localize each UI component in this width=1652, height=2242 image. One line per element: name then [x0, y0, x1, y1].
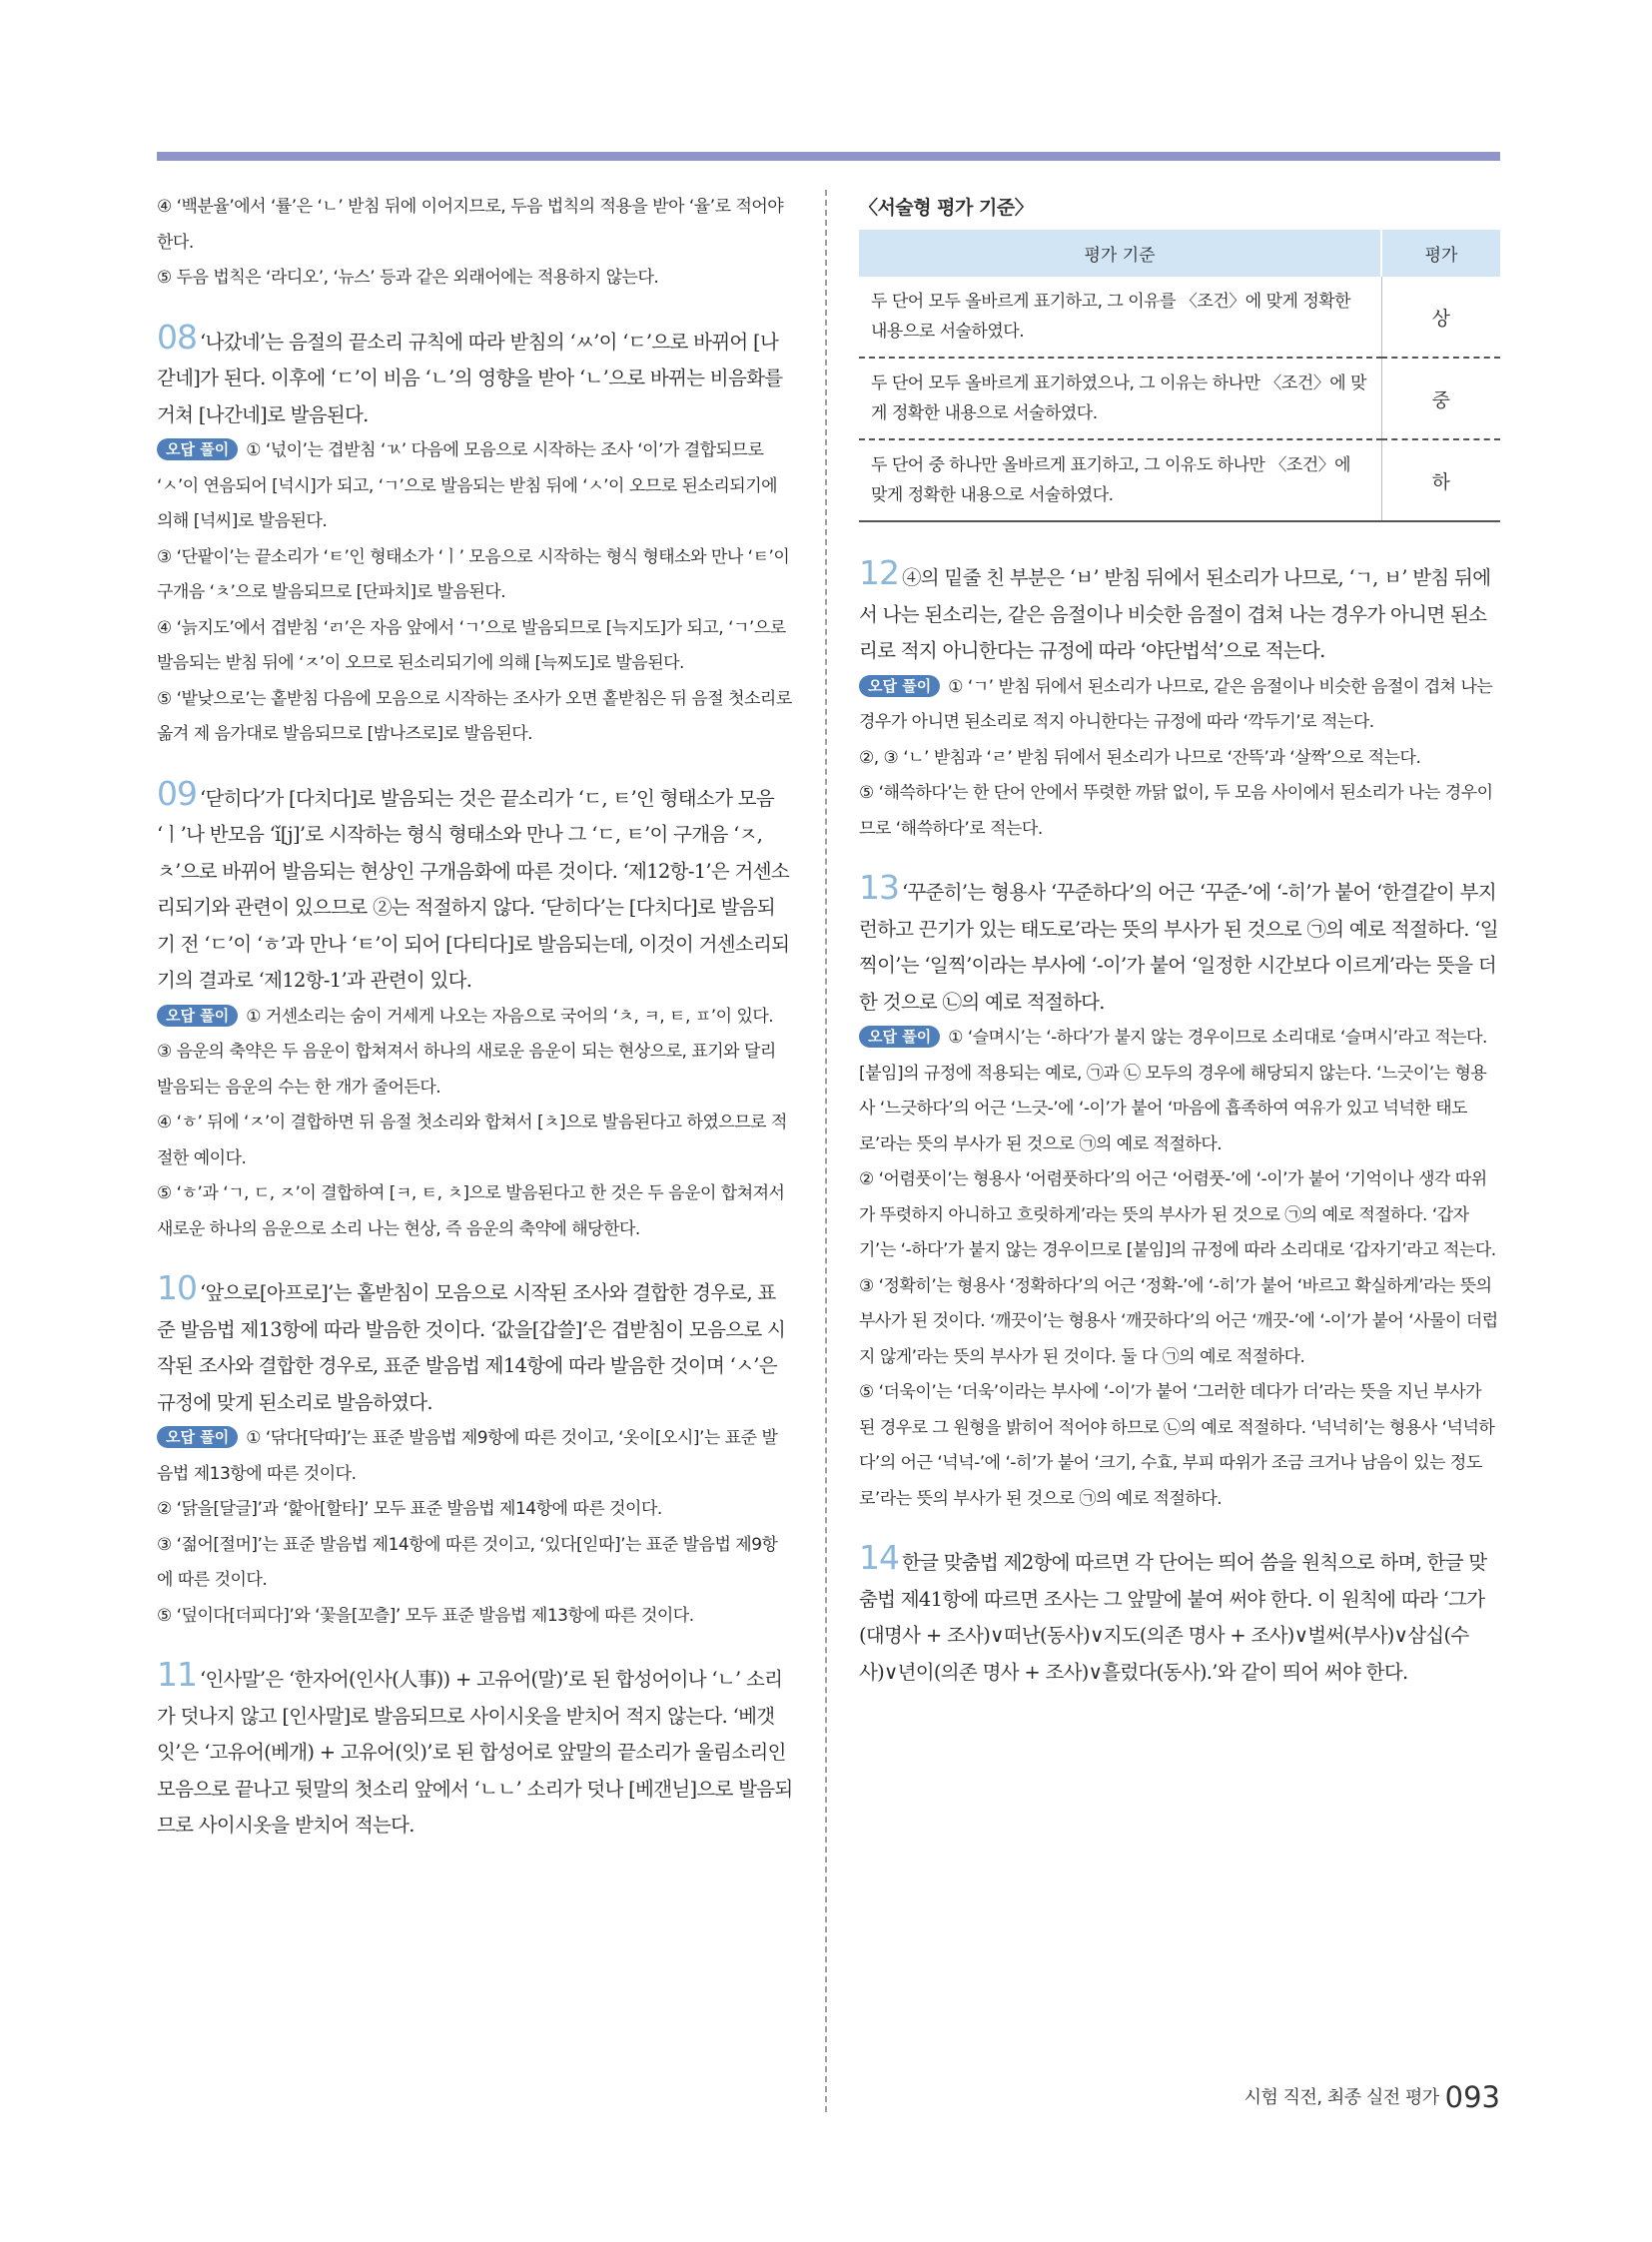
- explanation-text: ‘인사말’은 ‘한자어(인사(人事)) + 고유어(말)’로 된 합성어이나 ‘ㄴ’ 소리가 덧나지 않고 [인사말]로 발음되므로 사이시옷을 받치어 적지 않는다. ‘베갯잇’은 ‘고유어(베개) + 고유어(잇)’로 된 합성어로 앞말의 끝소리가 울림소리인 모음으로 끝나고 뒷말의 첫소리 앞에서 ‘ㄴㄴ’ 소리가 덧나 [베갠닏]으로 발음되므로 사이시옷을 받치어 적는다.: [157, 1668, 793, 1837]
- question-number: 14: [859, 1538, 899, 1577]
- question-number: 11: [157, 1655, 197, 1694]
- explanation-text: ‘닫히다’가 [다치다]로 발음되는 것은 끝소리가 ‘ㄷ, ㅌ’인 형태소가 모음 ‘ㅣ’나 반모음 ‘ǐ[j]’로 시작하는 형식 형태소와 만나 그 ‘ㄷ, ㅌ’이 구개음 ‘ㅈ, ㅊ’으로 바뀌어 발음되는 현상인 구개음화에 따른 것이다. ‘제12항-1’은 거센소리되기와 관련이 있으므로 ②는 적절하지 않다. ‘닫히다’는 [다치다]로 발음되기 전 ‘ㄷ’이 ‘ㅎ’과 만나 ‘ㅌ’이 되어 [다티다]로 발음되는데, 이것이 거센소리되기의 결과로 ‘제12항-1’과 관련이 있다.: [157, 786, 790, 992]
- question-14: [859, 1538, 1500, 1691]
- answer-item: ③ ‘단팥이’는 끝소리가 ‘ㅌ’인 형태소가 ‘ㅣ’ 모음으로 시작하는 형식 형태소와 만나 ‘ㅌ’이 구개음 ‘ㅊ’으로 발음되므로 [단파치]로 발음된다.: [157, 546, 790, 602]
- rubric-criteria: 두 단어 모두 올바르게 표기하고, 그 이유를 〈조건〉에 맞게 정확한 내용으로 서술하였다.: [859, 277, 1381, 358]
- answer-item: ③ 음운의 축약은 두 음운이 합쳐져서 하나의 새로운 음운이 되는 현상으로, 표기와 달리 발음되는 음운의 수는 한 개가 줄어든다.: [157, 1042, 776, 1098]
- question-10: [157, 1268, 793, 1634]
- answer-item: ④ ‘백분율’에서 ‘률’은 ‘ㄴ’ 받침 뒤에 이어지므로, 두음 법칙의 적용을 받아 ‘율’로 적어야 한다.: [157, 197, 784, 253]
- answer-item: ② ‘닭을[달글]’과 ‘핥아[할타]’ 모두 표준 발음법 제14항에 따른 것이다.: [157, 1499, 662, 1519]
- answer-item: ① ‘닦다[닥따]’는 표준 발음법 제9항에 따른 것이고, ‘옷이[오시]’는 표준 발음법 제13항에 따른 것이다.: [157, 1428, 778, 1484]
- question-13: [859, 868, 1500, 1517]
- question-number: 08: [157, 317, 197, 357]
- answer-item: ③ ‘젊어[절머]’는 표준 발음법 제14항에 따른 것이고, ‘있다[읻따]’는 표준 발음법 제9항에 따른 것이다.: [157, 1534, 778, 1590]
- top-accent-bar: [157, 152, 1500, 161]
- answer-item: ① ‘넋이’는 겹받침 ‘ㄳ’ 다음에 모음으로 시작하는 조사 ‘이’가 결합되므로 ‘ㅅ’이 연음되어 [넉시]가 되고, ‘ㄱ’으로 발음되는 받침 뒤에 ‘ㅅ’이 오므로 된소리되기에 의해 [넉씨]로 발음된다.: [157, 440, 778, 531]
- rubric-criteria: 두 단어 중 하나만 올바르게 표기하고, 그 이유도 하나만 〈조건〉에 맞게 정확한 내용으로 서술하였다.: [859, 439, 1381, 521]
- answer-item: ⑤ ‘더욱이’는 ‘더욱’이라는 부사에 ‘-이’가 붙어 ‘그러한 데다가 더’라는 뜻을 지닌 부사가 된 경우로 그 원형을 밝히어 적어야 하므로 ㉡의 예로 적절하다. ‘넉넉히’는 형용사 ‘넉넉하다’의 어근 ‘넉넉-’에 ‘-히’가 붙어 ‘크기, 수효, 부피 따위가 조금 크거나 남음이 있는 정도로’라는 뜻의 부사가 된 것으로 ㉠의 예로 적절하다.: [859, 1382, 1495, 1509]
- question-09: [157, 773, 793, 1248]
- answer-item: ③ ‘정확히’는 형용사 ‘정확하다’의 어근 ‘정확-’에 ‘-히’가 붙어 ‘바르고 확실하게’라는 뜻의 부사가 된 것이다. ‘깨끗이’는 형용사 ‘깨끗하다’의 어근 ‘깨끗-’에 ‘-이’가 붙어 ‘사물이 더럽지 않게’라는 뜻의 부사가 된 것이다. 둘 다 ㉠의 예로 적절하다.: [859, 1275, 1498, 1367]
- question-08: [157, 317, 793, 753]
- question-number: 09: [157, 773, 197, 813]
- wrong-answer-badge: 오답 풀이: [859, 675, 940, 697]
- question-11: [157, 1655, 793, 1845]
- answer-item: ④ ‘늙지도’에서 겹받침 ‘ㄺ’은 자음 앞에서 ‘ㄱ’으로 발음되므로 [늑지도]가 되고, ‘ㄱ’으로 발음되는 받침 뒤에 ‘ㅈ’이 오므로 된소리되기에 의해 [늑찌도]로 발음된다.: [157, 617, 786, 673]
- answer-item: ④ ‘ㅎ’ 뒤에 ‘ㅈ’이 결합하면 뒤 음절 첫소리와 합쳐서 [ㅊ]으로 발음된다고 하였으므로 적절한 예이다.: [157, 1113, 787, 1168]
- table-row: [859, 358, 1500, 439]
- answer-item: ⑤ ‘덮이다[더피다]’와 ‘꽃을[꼬츨]’ 모두 표준 발음법 제13항에 따른 것이다.: [157, 1605, 694, 1626]
- wrong-answer-badge: 오답 풀이: [859, 1026, 940, 1048]
- answer-item: ① 거센소리는 숨이 거세게 나오는 자음으로 국어의 ‘ㅊ, ㅋ, ㅌ, ㅍ’이 있다.: [246, 1006, 774, 1027]
- answer-item: ⑤ ‘밭낮으로’는 홑받침 다음에 모음으로 시작하는 조사가 오면 홑받침은 뒤 음절 첫소리로 옮겨 제 음가대로 발음되므로 [밤나즈로]로 발음된다.: [157, 688, 792, 744]
- rubric-grade: 상: [1431, 307, 1450, 330]
- question-12: [859, 553, 1500, 847]
- rubric-table: [859, 230, 1500, 522]
- rubric-title: 〈서술형 평가 기준〉: [859, 197, 1034, 219]
- rubric-grade: 중: [1431, 388, 1450, 411]
- explanation-text: ④의 밑줄 친 부분은 ‘ㅂ’ 받침 뒤에서 된소리가 나므로, ‘ㄱ, ㅂ’ 받침 뒤에서 나는 된소리는, 같은 음절이나 비슷한 음절이 겹쳐 나는 경우가 아니면 된소리로 적지 아니한다는 규정에 따라 ‘야단법석’으로 적는다.: [859, 566, 1491, 662]
- page-number: 093: [1444, 2080, 1500, 2114]
- rubric-criteria: 두 단어 모두 올바르게 표기하였으나, 그 이유는 하나만 〈조건〉에 맞게 정확한 내용으로 서술하였다.: [859, 358, 1381, 439]
- explanation-text: ‘나갔네’는 음절의 끝소리 규칙에 따라 받침의 ‘ㅆ’이 ‘ㄷ’으로 바뀌어 [나갇네]가 된다. 이후에 ‘ㄷ’이 비음 ‘ㄴ’의 영향을 받아 ‘ㄴ’으로 바뀌는 비음화를 거쳐 [나간네]로 발음된다.: [157, 330, 783, 426]
- wrong-answer-badge: 오답 풀이: [157, 1005, 238, 1027]
- rubric: [859, 190, 1500, 522]
- page-footer: [1244, 2080, 1500, 2114]
- wrong-answer-badge: 오답 풀이: [157, 1426, 238, 1448]
- rubric-header-grade: 평가: [1381, 230, 1500, 277]
- right-column: [859, 190, 1500, 1691]
- table-row: [859, 277, 1500, 358]
- left-column: [157, 190, 793, 1845]
- column-divider: [825, 190, 827, 2112]
- question-number: 10: [157, 1268, 197, 1307]
- footer-section-title: 시험 직전, 최종 실전 평가: [1243, 2087, 1439, 2108]
- answer-item: ② ‘어렴풋이’는 형용사 ‘어렴풋하다’의 어근 ‘어렴풋-’에 ‘-이’가 붙어 ‘기억이나 생각 따위가 뚜렷하지 아니하고 흐릿하게’라는 뜻의 부사가 된 것으로 ㉠의 예로 적절하다. ‘갑자기’는 ‘-하다’가 붙지 않는 경우이므로 [붙임]의 규정에 따라 소리대로 ‘갑자기’라고 적는다.: [859, 1169, 1496, 1260]
- answer-item: ⑤ 두음 법칙은 ‘라디오’, ‘뉴스’ 등과 같은 외래어에는 적용하지 않는다.: [157, 268, 659, 288]
- answer-item: ① ‘ㄱ’ 받침 뒤에서 된소리가 나므로, 같은 음절이나 비슷한 음절이 겹쳐 나는 경우가 아니면 된소리로 적지 아니한다는 규정에 따라 ‘깍두기’로 적는다.: [859, 676, 1493, 732]
- rubric-header-criteria: 평가 기준: [859, 230, 1381, 277]
- explanation-text: ‘앞으로[아프로]’는 홑받침이 모음으로 시작된 조사와 결합한 경우로, 표준 발음법 제13항에 따라 발음한 것이다. ‘값을[갑쓸]’은 겹받침이 모음으로 시작된 조사와 결합한 경우로, 표준 발음법 제14항에 따라 발음한 것이며 ‘ㅅ’은 규정에 맞게 된소리로 발음하였다.: [157, 1281, 786, 1414]
- explanation-text: ‘꾸준히’는 형용사 ‘꾸준하다’의 어근 ‘꾸준-’에 ‘-히’가 붙어 ‘한결같이 부지런하고 끈기가 있는 태도로’라는 뜻의 부사가 된 것으로 ㉠의 예로 적절하다. ‘일찍이’는 ‘일찍’이라는 부사에 ‘-이’가 붙어 ‘일정한 시간보다 이르게’라는 뜻을 더한 것으로 ㉡의 예로 적절하다.: [859, 881, 1498, 1014]
- question-number: 12: [859, 553, 899, 592]
- explanation-text: 한글 맞춤법 제2항에 따르면 각 단어는 띄어 씀을 원칙으로 하며, 한글 맞춤법 제41항에 따르면 조사는 그 앞말에 붙여 써야 한다. 이 원칙에 따라 ‘그가(대명사 + 조사)∨떠난(동사)∨지도(의존 명사 + 조사)∨벌써(부사)∨삼십(수사)∨년이(의존 명사 + 조사)∨흘렀다(동사).’와 같이 띄어 써야 한다.: [859, 1551, 1487, 1684]
- answer-item: ②, ③ ‘ㄴ’ 받침과 ‘ㄹ’ 받침 뒤에서 된소리가 나므로 ‘잔뜩’과 ‘살짝’으로 적는다.: [859, 747, 1421, 768]
- answer-item: ⑤ ‘해쓱하다’는 한 단어 안에서 뚜렷한 까닭 없이, 두 모음 사이에서 된소리가 나는 경우이므로 ‘해쓱하다’로 적는다.: [859, 783, 1493, 839]
- rubric-grade: 하: [1431, 470, 1450, 493]
- answer-item: ⑤ ‘ㅎ’과 ‘ㄱ, ㄷ, ㅈ’이 결합하여 [ㅋ, ㅌ, ㅊ]으로 발음된다고 한 것은 두 음운이 합쳐져서 새로운 하나의 음운으로 소리 나는 현상, 즉 음운의 축약에 해당한다.: [157, 1183, 785, 1239]
- table-row: [859, 439, 1500, 521]
- wrong-answer-badge: 오답 풀이: [157, 438, 238, 460]
- prev-answer-tail: [157, 190, 793, 297]
- question-number: 13: [859, 868, 899, 907]
- answer-item: ① ‘슬며시’는 ‘-하다’가 붙지 않는 경우이므로 소리대로 ‘슬며시’라고 적는다. [붙임]의 규정에 적용되는 예로, ㉠과 ㉡ 모두의 경우에 해당되지 않는다. ‘느긋이’는 형용사 ‘느긋하다’의 어근 ‘느긋-’에 ‘-이’가 붙어 ‘마음에 흡족하여 여유가 있고 넉넉한 태도로’라는 뜻의 부사가 된 것으로 ㉠의 예로 적절하다.: [859, 1028, 1487, 1154]
